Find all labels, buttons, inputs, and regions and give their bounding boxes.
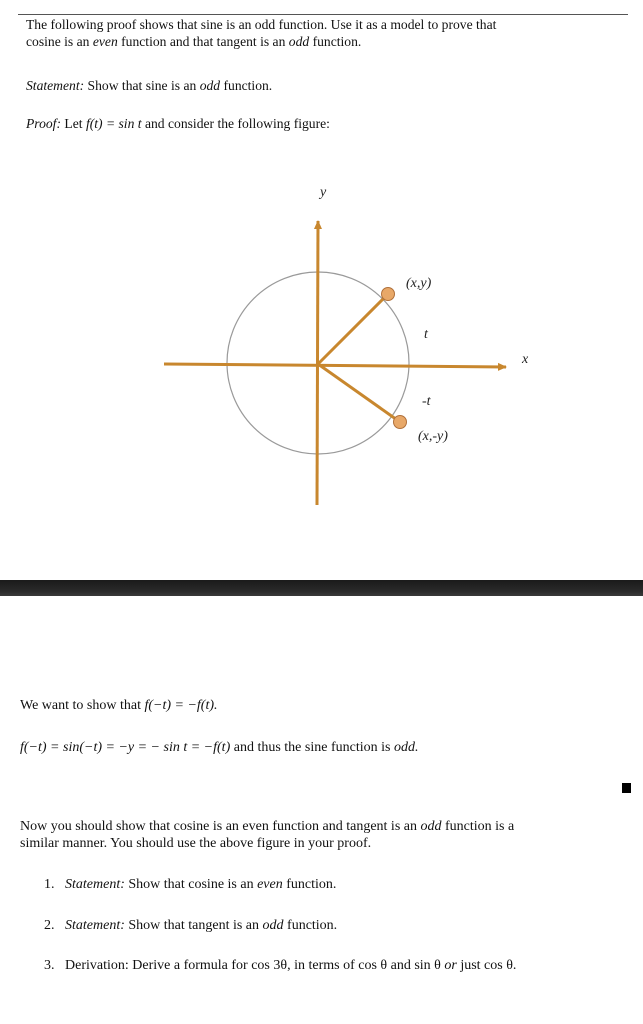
intro-line-2: cosine is an even function and that tangent is an odd function. <box>26 34 362 49</box>
angle-upper-label: t <box>424 327 428 342</box>
task-line-1: Now you should show that cosine is an even function and tangent is an odd function is a <box>20 819 515 834</box>
derivation-chain-line: f(−t) = sin(−t) = −y = − sin t = −f(t) and thus the sine function is odd. <box>20 740 419 755</box>
statement-line: Statement: Show that sine is an odd function. <box>26 78 273 93</box>
radius-upper <box>318 294 388 364</box>
list-item-2: 2. Statement: Show that tangent is an odd function. <box>44 918 338 933</box>
want-line: We want to show that f(−t) = −f(t). <box>20 698 218 713</box>
point-lower-label: (x,-y) <box>418 429 448 444</box>
point-upper <box>382 288 395 301</box>
intro-line-1: The following proof shows that sine is an odd function. Use it as a model to prove that <box>26 17 497 32</box>
radius-lower <box>318 364 400 422</box>
x-axis <box>164 364 506 367</box>
statement-label: Statement: <box>26 78 85 93</box>
x-axis-label: x <box>522 352 529 367</box>
top-rule <box>18 14 628 15</box>
list-item-1: 1. Statement: Show that cosine is an even function. <box>44 877 337 892</box>
unit-circle-figure <box>150 175 550 515</box>
proof-line: Proof: Let f(t) = sin t and consider the following figure: <box>26 116 330 131</box>
end-of-proof-square <box>622 783 631 793</box>
proof-label: Proof: <box>26 116 61 131</box>
proof-math: f(t) = sin t <box>85 116 142 131</box>
point-upper-label: (x,y) <box>406 276 432 291</box>
page-separator <box>0 580 643 596</box>
list-item-3: 3. Derivation: Derive a formula for cos 3θ, in terms of cos θ and sin θ or just cos θ. <box>44 958 517 973</box>
point-lower <box>394 416 407 429</box>
angle-lower-label: -t <box>422 394 431 409</box>
task-line-2: similar manner. You should use the above figure in your proof. <box>20 836 372 851</box>
y-axis-label: y <box>320 185 327 200</box>
